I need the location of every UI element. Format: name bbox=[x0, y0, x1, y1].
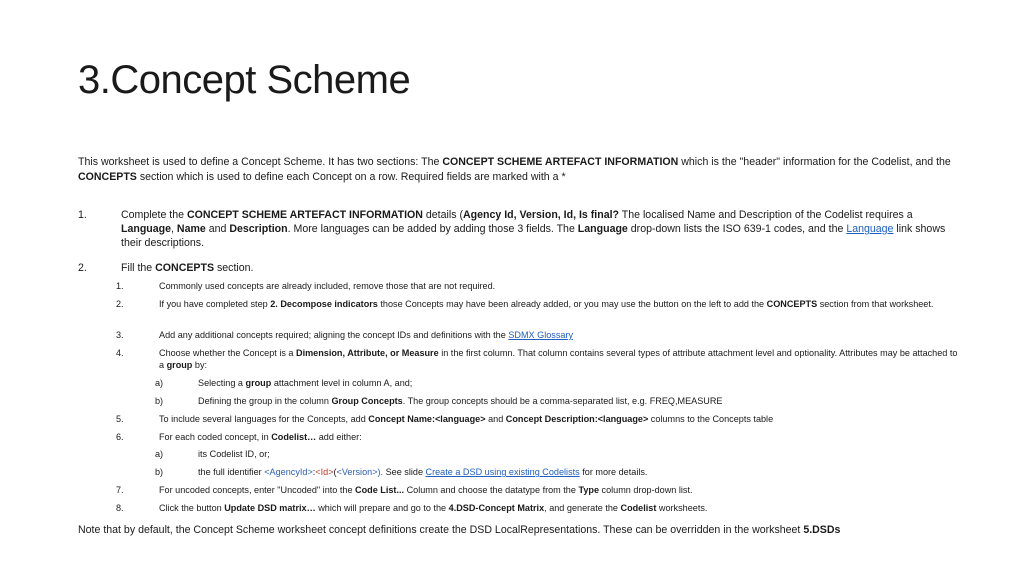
substep-number: 4. bbox=[116, 348, 124, 358]
substep-1 bbox=[78, 280, 958, 292]
text: by: bbox=[192, 360, 208, 370]
text: . The group concepts should be a comma-separated list, e.g. FREQ,MEASURE bbox=[402, 396, 723, 406]
text: ( bbox=[333, 467, 337, 477]
bold: CONCEPTS bbox=[766, 299, 818, 309]
substep-3 bbox=[78, 329, 958, 341]
bold: Concept Description:<language> bbox=[505, 414, 649, 424]
step-text: details ( bbox=[422, 209, 463, 221]
id-token: <Id> bbox=[315, 467, 334, 477]
text: Defining the group in the column bbox=[198, 396, 332, 406]
substep-text bbox=[198, 377, 958, 389]
substep-number: 8. bbox=[116, 503, 124, 513]
step-text: Complete the bbox=[121, 209, 187, 221]
substep-6a bbox=[78, 448, 958, 460]
bold: Group Concepts bbox=[331, 396, 403, 406]
create-dsd-link[interactable]: Create a DSD using existing Codelists bbox=[425, 467, 580, 477]
bold: group bbox=[245, 378, 272, 388]
text: for more details. bbox=[579, 467, 648, 477]
substep-letter: a) bbox=[155, 449, 164, 459]
page-title: 3.Concept Scheme bbox=[78, 58, 411, 102]
substep-4 bbox=[78, 347, 958, 371]
note-paragraph bbox=[78, 524, 840, 536]
substep-4a bbox=[78, 377, 958, 389]
step-number: 2. bbox=[78, 262, 87, 274]
text: , and generate the bbox=[544, 503, 621, 513]
step-text: The localised Name and Description of the Codelist requires a bbox=[619, 209, 913, 221]
text: Selecting a bbox=[198, 378, 246, 388]
step-bold: Language bbox=[121, 223, 172, 235]
bold: Dimension, Attribute, or Measure bbox=[296, 348, 439, 358]
agency-id-token: <AgencyId> bbox=[264, 467, 313, 477]
step-text: Fill the bbox=[121, 262, 156, 274]
step-text: . More languages can be added by adding those 3 fields. The bbox=[287, 223, 578, 235]
text: To include several languages for the Concepts, add bbox=[159, 414, 369, 424]
text: column drop-down list. bbox=[599, 485, 693, 495]
bold: group bbox=[166, 360, 193, 370]
step-bold: Description bbox=[229, 223, 288, 235]
text: : bbox=[312, 467, 316, 477]
text: . bbox=[380, 467, 384, 477]
substep-4b bbox=[78, 395, 958, 407]
intro-text: which is the "header" information for the Codelist, and the bbox=[678, 156, 951, 168]
intro-text: section which is used to define each Concept on a row. Required fields are marked with a * bbox=[136, 171, 566, 183]
substep-text bbox=[159, 502, 958, 514]
substep-text: its Codelist ID, or; bbox=[198, 449, 270, 459]
substep-number: 7. bbox=[116, 485, 124, 495]
substep-text bbox=[159, 484, 958, 496]
text: Click the button bbox=[159, 503, 225, 513]
step-text: , bbox=[171, 223, 177, 235]
substep-letter: b) bbox=[155, 467, 164, 477]
step-text: and bbox=[205, 223, 230, 235]
step-text: drop-down lists the ISO 639-1 codes, and the bbox=[627, 223, 847, 235]
substep-8 bbox=[78, 502, 958, 514]
text: Add any additional concepts required; aligning the concept IDs and definitions with the bbox=[159, 330, 509, 340]
text: For uncoded concepts, enter "Uncoded" into the bbox=[159, 485, 356, 495]
step-bold: CONCEPT SCHEME ARTEFACT INFORMATION bbox=[186, 209, 423, 221]
text: If you have completed step bbox=[159, 299, 271, 309]
substep-5 bbox=[78, 413, 958, 425]
substep-6b bbox=[78, 466, 958, 478]
substep-text bbox=[159, 329, 958, 341]
bold: Codelist… bbox=[271, 432, 317, 442]
substep-number: 2. bbox=[116, 299, 124, 309]
bold: Update DSD matrix… bbox=[224, 503, 316, 513]
text: For each coded concept, in bbox=[159, 432, 272, 442]
substep-text bbox=[198, 466, 958, 478]
bold: 4.DSD-Concept Matrix bbox=[448, 503, 545, 513]
note-bold: 5.DSDs bbox=[803, 524, 841, 536]
bold: Codelist bbox=[620, 503, 657, 513]
text: and bbox=[485, 414, 506, 424]
text: Choose whether the Concept is a bbox=[159, 348, 296, 358]
language-link[interactable]: Language bbox=[846, 223, 894, 235]
substep-letter: b) bbox=[155, 396, 164, 406]
text: Column and choose the datatype from the bbox=[404, 485, 579, 495]
bold: 2. Decompose indicators bbox=[270, 299, 378, 309]
substep-number: 3. bbox=[116, 330, 124, 340]
intro-bold: CONCEPTS bbox=[78, 171, 137, 183]
substep-2 bbox=[78, 298, 958, 310]
intro-paragraph bbox=[78, 155, 958, 185]
text: worksheets. bbox=[656, 503, 708, 513]
text: the full identifier bbox=[198, 467, 265, 477]
text: which will prepare and go to the bbox=[315, 503, 449, 513]
text: attachment level in column A, and; bbox=[271, 378, 413, 388]
substep-text bbox=[159, 347, 958, 371]
text: See slide bbox=[383, 467, 426, 477]
substep-letter: a) bbox=[155, 378, 164, 388]
note-text: Note that by default, the Concept Scheme worksheet concept definitions create the DSD LocalRepresentations. These can be overridden in the worksheet bbox=[78, 524, 804, 536]
step-bold: Name bbox=[176, 223, 206, 235]
substep-number: 5. bbox=[116, 414, 124, 424]
substep-text: Commonly used concepts are already included, remove those that are not required. bbox=[159, 281, 496, 291]
substep-text bbox=[159, 298, 958, 310]
version-token: <Version> bbox=[336, 467, 378, 477]
substep-6 bbox=[78, 431, 958, 443]
substep-number: 1. bbox=[116, 281, 124, 291]
step-text: link shows their descriptions. bbox=[121, 223, 946, 249]
bold: Type bbox=[578, 485, 600, 495]
substep-text bbox=[159, 413, 958, 425]
step-bold: CONCEPTS bbox=[155, 262, 215, 274]
substep-text bbox=[159, 431, 958, 443]
step-text: section. bbox=[214, 262, 254, 274]
intro-bold: CONCEPT SCHEME ARTEFACT INFORMATION bbox=[442, 156, 679, 168]
step-bold: Language bbox=[577, 223, 628, 235]
text: columns to the Concepts table bbox=[648, 414, 774, 424]
text: those Concepts may have been already added, or you may use the button on the left to add the bbox=[377, 299, 767, 309]
substep-7 bbox=[78, 484, 958, 496]
text: in the first column. That column contains several types of attribute attachment level and optionality. Attributes may be attached to a bbox=[159, 348, 958, 370]
bold: Code List... bbox=[355, 485, 405, 495]
substep-text bbox=[198, 395, 958, 407]
step-1 bbox=[78, 208, 958, 250]
text: add either: bbox=[316, 432, 362, 442]
bold: Concept Name:<language> bbox=[368, 414, 486, 424]
text: section from that worksheet. bbox=[817, 299, 934, 309]
step-2 bbox=[78, 261, 958, 275]
text: ) bbox=[377, 467, 381, 477]
step-number: 1. bbox=[78, 209, 87, 221]
intro-text: This worksheet is used to define a Concept Scheme. It has two sections: The bbox=[78, 156, 443, 168]
step-bold: Agency Id, Version, Id, Is final? bbox=[463, 209, 619, 221]
sdmx-glossary-link[interactable]: SDMX Glossary bbox=[508, 330, 574, 340]
substep-number: 6. bbox=[116, 432, 124, 442]
